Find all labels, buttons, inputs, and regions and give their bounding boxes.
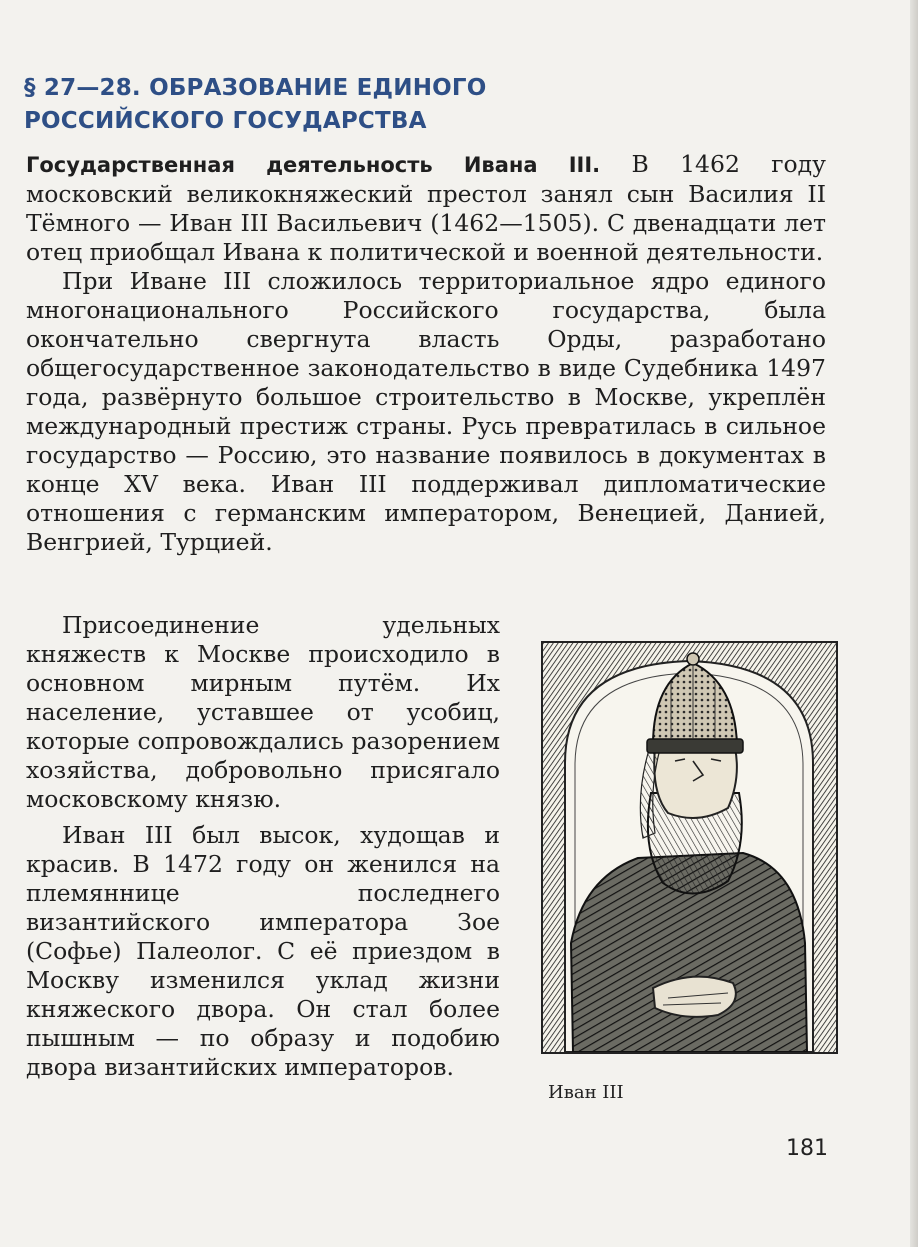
- portrait-illustration: [541, 641, 838, 1054]
- section-heading: [24, 72, 624, 138]
- page-number: 181: [786, 1136, 828, 1161]
- figure-caption: Иван III: [548, 1082, 624, 1103]
- paragraph-1-text: В 1462 году московский великокняжеский престол занял сын Василия II Тёмного — Иван III Васильевич (1462—1505). С двенадцати лет отец приобщал Ивана к политической и военной деятельности.: [26, 150, 826, 266]
- paragraph-3: Присоединение удельных княжеств к Москве происходило в основном мирным путём. Их население, уставшее от усобиц, которые сопровождались разорением хозяйства, добровольно присягало московскому князю.: [26, 611, 500, 813]
- heading-line-1: § 27—28. ОБРАЗОВАНИЕ ЕДИНОГО: [24, 75, 487, 101]
- subsection-title: Государственная деятельность Ивана III.: [26, 153, 601, 177]
- paragraph-4: Иван III был высок, худощав и красив. В 1472 году он женился на племяннице последнего византийского императора Зое (Софье) Палеолог. С её приездом в Москву изменился уклад жизни княжеского двора. Он стал более пышным — по образу и подобию двора византийских императоров.: [26, 821, 500, 1081]
- paragraph-2: При Иване III сложилось территориальное ядро единого многонационального Российского государства, была окончательно свергнута власть Орды, разработано общегосударственное законодательство в виде Судебника 1497 года, развёрнуто большое строительство в Москве, укреплён международный престиж страны. Русь превратилась в сильное государство — Россию, это название появилось в документах в конце XV века. Иван III поддерживал дипломатические отношения с германским императором, Венецией, Данией, Венгрией, Турцией.: [26, 267, 826, 556]
- main-text: [26, 150, 826, 557]
- page-edge: [910, 0, 918, 1247]
- column-text: [26, 611, 500, 1082]
- paragraph-1: [26, 150, 826, 267]
- heading-line-2: РОССИЙСКОГО ГОСУДАРСТВА: [24, 108, 427, 134]
- ivan-iii-engraving: [543, 643, 836, 1052]
